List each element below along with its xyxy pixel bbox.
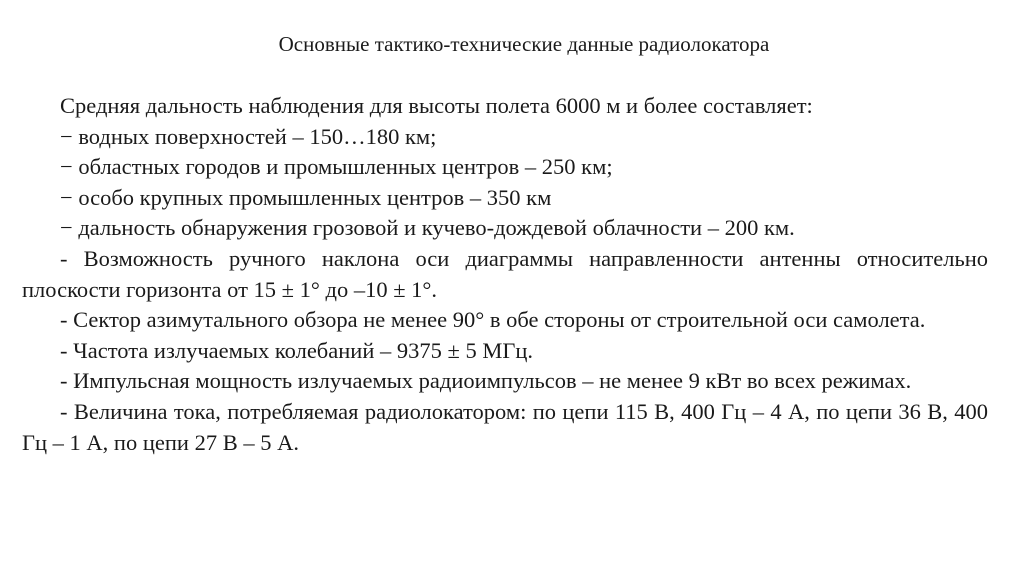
spec-current: - Величина тока, потребляемая радиолокатором: по цепи 115 В, 400 Гц – 4 А, по цепи 36 В, 400 Гц – 1 А, по цепи 27 В – 5 А. [22, 398, 988, 455]
spec-body [22, 91, 988, 458]
spec-antenna-tilt: - Возможность ручного наклона оси диаграммы направленности антенны относительно плоскости горизонта от 15 ± 1° до –10 ± 1°. [22, 245, 988, 302]
spec-frequency: - Частота излучаемых колебаний – 9375 ± 5 МГц. [60, 337, 534, 363]
range-item-large-centers: − особо крупных промышленных центров – 350 км [60, 184, 552, 210]
page-title: Основные тактико-технические данные радиолокатора [278, 32, 770, 56]
range-intro: Средняя дальность наблюдения для высоты полета 6000 м и более составляет: [60, 93, 813, 118]
range-item-storm-clouds: − дальность обнаружения грозовой и кучево-дождевой облачности – 200 км. [60, 215, 795, 241]
spec-azimuth-sector: - Сектор азимутального обзора не менее 90° в обе стороны от строительной оси самолета. [60, 307, 926, 333]
range-item-regional-cities: − областных городов и промышленных центров – 250 км; [60, 154, 613, 180]
spec-pulse-power: - Импульсная мощность излучаемых радиоимпульсов – не менее 9 кВт во всех режимах. [60, 368, 912, 394]
range-item-water: − водных поверхностей – 150…180 км; [60, 123, 437, 149]
